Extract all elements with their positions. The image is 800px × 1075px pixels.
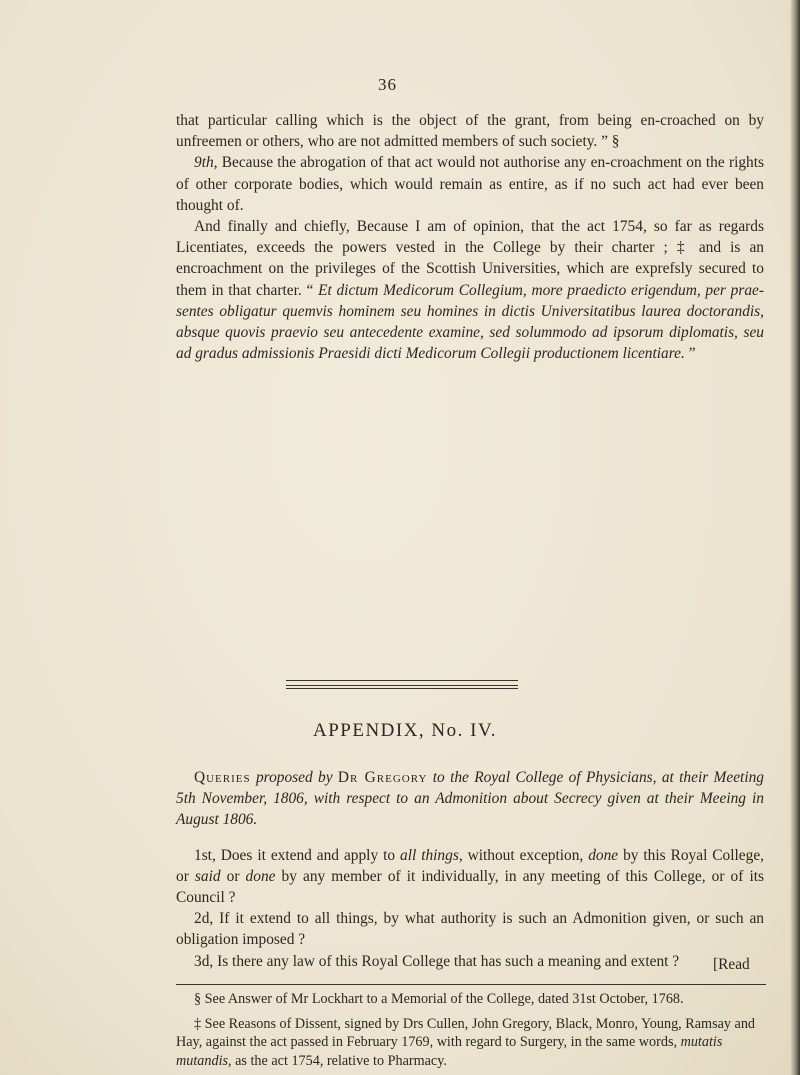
footnote-rule	[176, 984, 766, 985]
query-3: 3d, Is there any law of this Royal College that has such a meaning and extent ?	[194, 952, 680, 970]
query-1-emph-done-2: done	[245, 867, 276, 885]
body-text-appendix	[176, 767, 764, 972]
queries-intro	[176, 767, 764, 831]
query-1-emph-said: said	[194, 867, 221, 885]
query-1-text-a: 1st, Does it extend and apply to	[194, 846, 400, 864]
footnote-1: § See Answer of Mr Lockhart to a Memorial of the College, dated 31st October, 1768.	[194, 991, 684, 1007]
queries-word: Queries	[194, 769, 251, 786]
page-edge-shadow	[790, 0, 800, 1075]
footnote-2-latin: mutatis mutandis	[176, 1034, 723, 1069]
queries-proposed: proposed by	[250, 769, 338, 786]
paragraph-2	[176, 152, 764, 216]
footnote-2-text-a: ‡ See Reasons of Dissent, signed by Drs Cullen, John Gregory, Black, Monro, Young, Ramsay and Hay, against the act passed in February 1769, with regard to Surgery, in the same words,	[176, 1015, 756, 1050]
paragraph-2-number: 9th,	[194, 154, 218, 172]
section-divider	[286, 680, 518, 686]
query-1-text-g: or	[220, 867, 246, 885]
footnote-2	[176, 1015, 766, 1071]
section-divider-thin	[286, 688, 518, 689]
quote-open: “	[301, 281, 319, 299]
query-1-emph-all-things: all things	[400, 846, 459, 864]
paragraph-3-text: And finally and chiefly, Because I am of opinion, that the act 1754, so far as regards Licentiates, exceeds the powers vested in the College by their charter ; ‡ and is an encroachment on the privileges of the Scottish Universities, which are exprefsly secured to them in that charter.	[176, 218, 764, 299]
query-2: 2d, If it extend to all things, by what authority is such an Admonition given, or such an obligation imposed ?	[176, 910, 764, 949]
query-1-emph-done: done	[588, 846, 619, 864]
query-1	[176, 845, 764, 909]
catchword: [Read	[713, 956, 750, 973]
queries-rest: to the Royal College of Physicians, at their Meeting 5th November, 1806, with respect to an Admonition about Secrecy given at their Meeing in August 1806.	[176, 769, 764, 829]
query-1-text-c: , without exception,	[458, 846, 589, 864]
paragraph-3	[176, 216, 764, 364]
footnotes	[176, 990, 766, 1070]
query-1-text-e: by this Royal College, or	[176, 846, 764, 885]
page-number: 36	[378, 75, 397, 94]
paragraph-2-text: Because the abrogation of that act would not authorise any en-croachment on the rights of other corporate bodies, which would remain as entire, as if no such act had ever been thought of.	[176, 154, 764, 214]
appendix-heading: APPENDIX, No. IV.	[312, 720, 498, 741]
queries-author: Dr Gregory	[337, 769, 428, 786]
query-1-text-i: by any member of it individually, in any meeting of this College, or of its Council ?	[176, 867, 764, 907]
quote-close: ”	[684, 345, 696, 363]
footnote-2-text-c: , as the act 1754, relative to Pharmacy.	[228, 1052, 447, 1069]
body-text-top	[176, 110, 764, 364]
paragraph-1: that particular calling which is the object of the grant, from being en-croached on by unfreemen or others, who are not admitted members of such society. ” §	[176, 112, 764, 151]
latin-quotation: Et dictum Medicorum Collegium, more praedicto erigendum, per prae-sentes obligatur quemvis hominem seu homines in dictis Universitatibus laurea doctorandis, absque quovis praevio seu antecedente examine, sed solummodo ad ipsorum diplomatis, seu ad gradus admissionis Praesidi dicti Medicorum Collegii productionem licentiare.	[176, 281, 764, 363]
